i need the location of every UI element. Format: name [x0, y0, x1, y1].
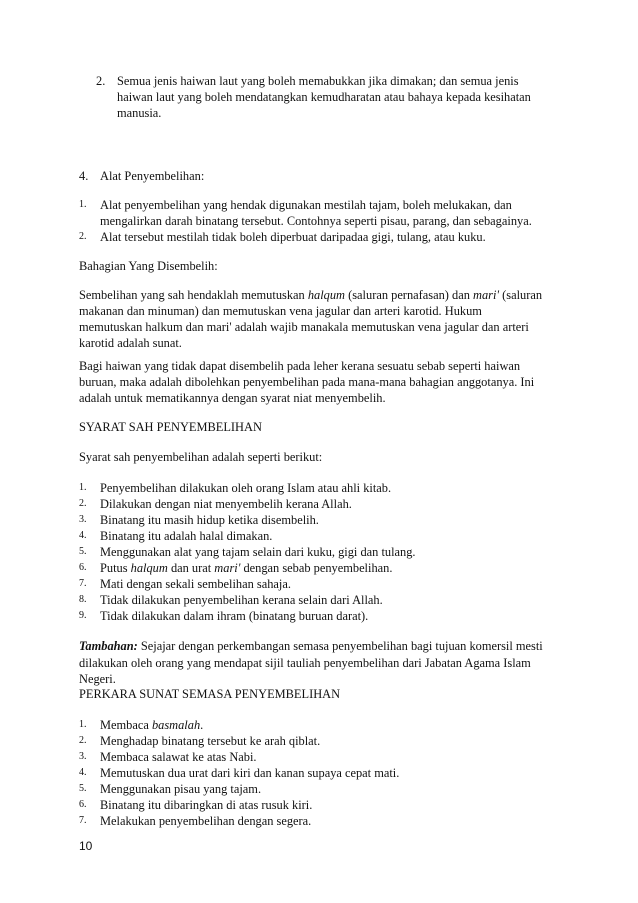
text-run: Sembelihan yang sah hendaklah memutuskan	[79, 288, 308, 302]
text-line: Negeri.	[79, 672, 116, 686]
italic-term: mari'	[473, 288, 500, 302]
text-line: buruan, maka adalah dibolehkan penyembelihan pada mana-mana bahagian anggotanya. Ini	[79, 375, 535, 389]
text-line: adalah untuk mematikannya dengan syarat niat menyembelih.	[79, 391, 386, 405]
list-number: 4.	[79, 530, 87, 541]
text-line: mengalirkan darah binatang tersebut. Contohnya seperti pisau, parang, dan sebagainya.	[100, 214, 532, 228]
list-number: 2.	[96, 74, 106, 88]
list-number: 7.	[79, 815, 87, 826]
text-line	[79, 287, 542, 303]
list-number: 4.	[79, 767, 87, 778]
list-number: 2.	[79, 498, 87, 509]
list-text: Binatang itu masih hidup ketika disembelih.	[100, 513, 319, 527]
italic-term: halqum	[130, 561, 168, 575]
list-text: Menggunakan pisau yang tajam.	[100, 782, 262, 796]
note-label: Tambahan:	[79, 639, 138, 653]
text-run: dengan sebab penyembelihan.	[240, 561, 393, 575]
list-text: Tidak dilakukan penyembelihan kerana selain dari Allah.	[100, 593, 383, 607]
subheading: Bahagian Yang Disembelih:	[79, 259, 218, 273]
text-line: haiwan laut yang boleh mendatangkan kemudharatan atau bahaya kepada kesihatan	[117, 90, 531, 104]
list-number: 2.	[79, 735, 87, 746]
text-run: (saluran	[499, 288, 543, 302]
paragraph	[79, 358, 534, 406]
list-number: 5.	[79, 783, 87, 794]
text-run: .	[200, 718, 204, 732]
text-line: Bagi haiwan yang tidak dapat disembelih pada leher kerana sesuatu sebab seperti haiwan	[79, 359, 521, 373]
intro-text: Syarat sah penyembelihan adalah seperti berikut:	[79, 450, 323, 464]
list-number: 7.	[79, 578, 87, 589]
section-title: Alat Penyembelihan:	[100, 169, 205, 183]
list-number: 6.	[79, 562, 87, 573]
page-number: 10	[79, 839, 93, 853]
text-line: Alat penyembelihan yang hendak digunakan mestilah tajam, boleh melukakan, dan	[100, 198, 512, 212]
list-text: Tidak dilakukan dalam ihram (binatang buruan darat).	[100, 609, 369, 623]
list-text	[100, 560, 392, 576]
list-number: 6.	[79, 799, 87, 810]
text-line: karotid adalah sunat.	[79, 336, 182, 350]
list-number: 1.	[79, 719, 87, 730]
italic-term: basmalah	[151, 718, 201, 732]
text-run: Sejajar dengan perkembangan semasa penyembelihan bagi tujuan komersil mesti	[137, 639, 543, 653]
list-text	[100, 197, 532, 230]
list-text: Mati dengan sekali sembelihan sahaja.	[100, 577, 291, 591]
text-run: dan urat	[167, 561, 215, 575]
section-number: 4.	[79, 169, 89, 183]
note-paragraph	[79, 638, 543, 687]
text-line: makanan dan minuman) dan memutuskan vena jagular dan arteri karotid. Hukum	[79, 304, 482, 318]
list-number: 8.	[79, 594, 87, 605]
list-number: 1.	[79, 482, 87, 493]
list-number: 9.	[79, 610, 87, 621]
section-heading: PERKARA SUNAT SEMASA PENYEMBELIHAN	[79, 687, 341, 701]
list-number: 3.	[79, 514, 87, 525]
text-run: Putus	[100, 561, 131, 575]
list-text	[117, 73, 531, 121]
list-text: Penyembelihan dilakukan oleh orang Islam atau ahli kitab.	[100, 481, 392, 495]
text-line: memutuskan halkum dan mari' adalah wajib manakala memutuskan vena jagular dan arteri	[79, 320, 529, 334]
list-text: Menggunakan alat yang tajam selain dari kuku, gigi dan tulang.	[100, 545, 416, 559]
list-text: Menghadap binatang tersebut ke arah qiblat.	[100, 734, 321, 748]
list-text: Memutuskan dua urat dari kiri dan kanan supaya cepat mati.	[100, 766, 400, 780]
list-text: Binatang itu dibaringkan di atas rusuk kiri.	[100, 798, 313, 812]
paragraph	[79, 287, 542, 351]
list-text: Binatang itu adalah halal dimakan.	[100, 529, 273, 543]
list-text: Membaca salawat ke atas Nabi.	[100, 750, 257, 764]
text-run: (saluran pernafasan) dan	[345, 288, 473, 302]
text-line: manusia.	[117, 106, 162, 120]
list-text: Alat tersebut mestilah tidak boleh diperbuat daripadaa gigi, tulang, atau kuku.	[100, 230, 486, 244]
list-text	[100, 717, 203, 733]
list-number: 2.	[79, 231, 87, 242]
text-line	[79, 638, 543, 655]
text-run: Membaca	[100, 718, 152, 732]
list-number: 1.	[79, 199, 87, 210]
italic-term: halqum	[307, 288, 346, 302]
list-number: 5.	[79, 546, 87, 557]
list-number: 3.	[79, 751, 87, 762]
text-line: Semua jenis haiwan laut yang boleh memabukkan jika dimakan; dan semua jenis	[117, 74, 519, 88]
italic-term: mari'	[214, 561, 241, 575]
list-text: Dilakukan dengan niat menyembelih kerana Allah.	[100, 497, 352, 511]
section-heading: SYARAT SAH PENYEMBELIHAN	[79, 420, 262, 434]
text-line: dilakukan oleh orang yang mendapat sijil tauliah penyembelihan dari Jabatan Agama Islam	[79, 656, 531, 670]
list-text: Melakukan penyembelihan dengan segera.	[100, 814, 312, 828]
